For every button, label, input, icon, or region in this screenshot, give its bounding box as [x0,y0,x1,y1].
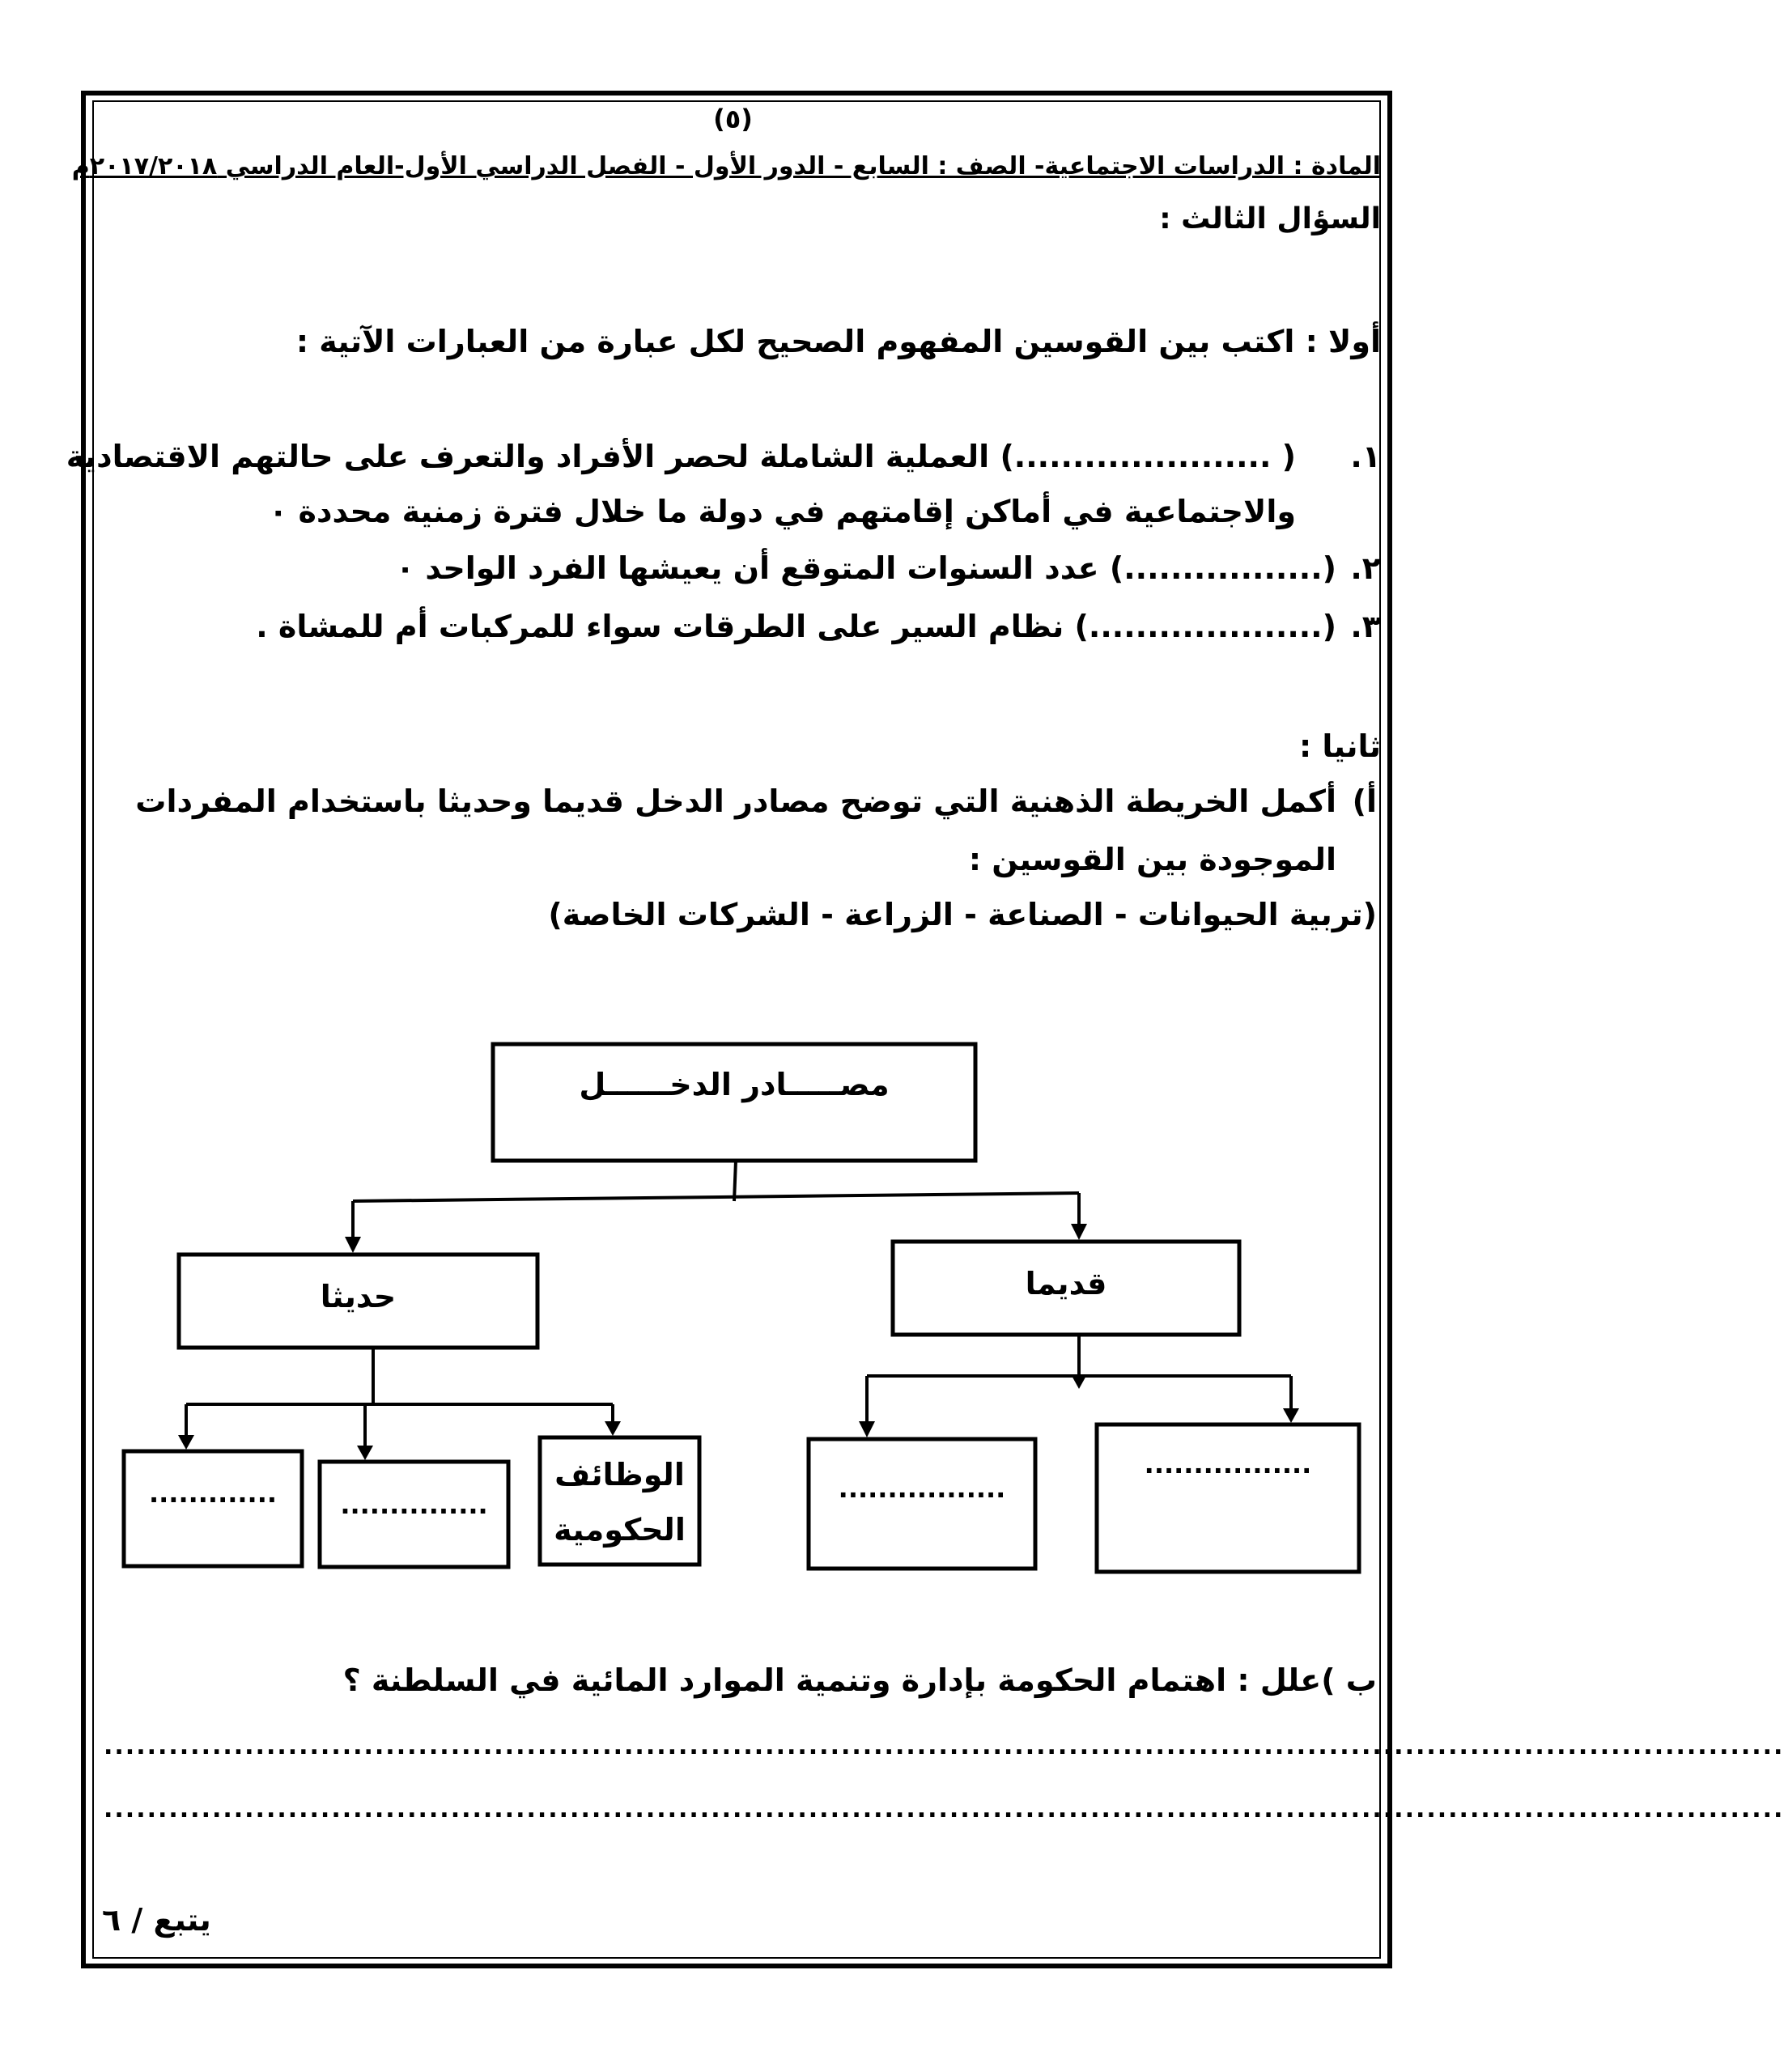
item-1-line1: ( ......................) العملية الشاملة لحصر الأفراد والتعرف على حالتهم الاقتصادية [66,439,1296,474]
new-label: حديثا [320,1279,397,1314]
continue-note: يتبع / ٦ [102,1902,211,1938]
word-bank: (تربية الحيوانات - الصناعة - الزراعة - الشركات الخاصة) [548,897,1377,932]
new-child-2-blank: ............... [340,1489,488,1520]
old-child-2-box [1097,1424,1359,1572]
new-child-1-line2: الحكومية [554,1512,686,1548]
new-child-3-blank: ............. [148,1478,278,1509]
part-two-a-line2: الموجودة بين القوسين : [968,842,1336,877]
answer-line-2: ........................................................................................................................................................... [104,1795,1784,1824]
old-label: قديما [1025,1266,1107,1301]
root-label: مصـــــادر الدخــــــل [579,1067,890,1102]
part-two-a-label: أ) [1352,783,1377,819]
part-b-question: ب )علل : اهتمام الحكومة بإدارة وتنمية الموارد المائية في السلطنة ؟ [342,1662,1377,1698]
item-3-line1: (....................) نظام السير على الطرقات سواء للمركبات أم للمشاة . [256,609,1336,644]
part-two-title: ثانيا : [1298,728,1381,764]
item-3-number: ٣. [1350,609,1381,644]
item-1-line2: والاجتماعية في أماكن إقامتهم في دولة ما خلال فترة زمنية محددة ٠ [269,494,1296,529]
old-child-2-blank: ................. [1144,1449,1312,1480]
part-two-a-line1: أكمل الخريطة الذهنية التي توضح مصادر الدخل قديما وحديثا باستخدام المفردات [135,783,1336,819]
item-2-line1: (.................) عدد السنوات المتوقع أن يعيشها الفرد الواحد ٠ [395,550,1336,586]
old-child-1-blank: ................. [838,1473,1006,1504]
question-title: السؤال الثالث : [1159,202,1381,236]
new-child-1-line1: الوظائف [554,1457,685,1492]
page-number: (٥) [713,104,753,134]
answer-line-1: ........................................................................................................................................................... [104,1732,1784,1760]
part-one-instruction: أولا : اكتب بين القوسين المفهوم الصحيح لكل عبارة من العبارات الآتية : [295,324,1381,359]
item-1-number: ١. [1350,439,1381,474]
exam-header: المادة : الدراسات الاجتماعية- الصف : السابع - الدور الأول - الفصل الدراسي الأول-العام الدراسي ٢٠١٧/٢٠١٨م [71,152,1381,180]
old-child-1-box [809,1439,1035,1569]
new-child-3-box [124,1451,302,1566]
root-box [493,1044,975,1161]
item-2-number: ٢. [1350,550,1381,586]
